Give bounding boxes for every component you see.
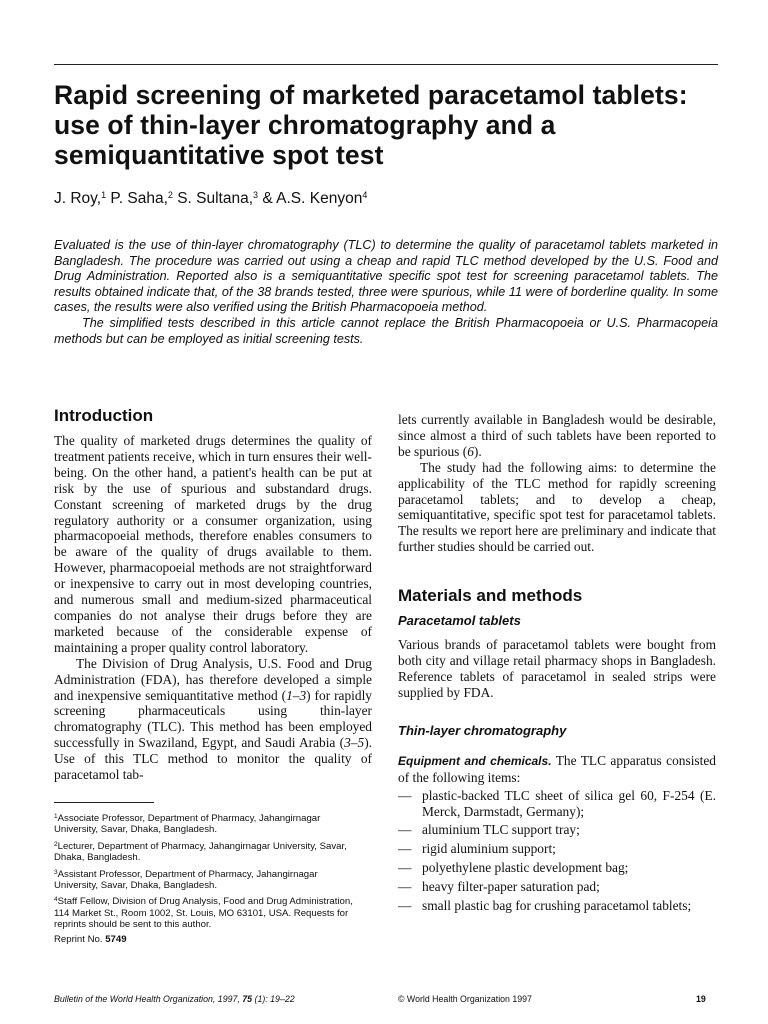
- footnote: [54, 839, 354, 864]
- footnote-mark: 1: [54, 813, 58, 820]
- affiliation-mark: 2: [167, 190, 173, 200]
- footnote-text: Staff Fellow, Division of Drug Analysis, Food and Drug Administration, 114 Market St., Room 1002, St. Louis, MO 63101, USA. Requests for reprints should be sent to this author.: [54, 896, 353, 931]
- list-item: — polyethylene plastic development bag;: [398, 860, 716, 876]
- abstract: [54, 238, 718, 347]
- methods-paragraph: [398, 753, 716, 786]
- footnote-text: Assistant Professor, Department of Pharmacy, Jahangirnagar University, Savar, Dhaka, Bangladesh.: [54, 868, 318, 892]
- text-run: ). Use of this TLC method to monitor the quality of paracetamol tab-: [54, 735, 372, 783]
- footnote: [54, 894, 354, 930]
- footnote-mark: 3: [54, 868, 58, 876]
- journal-citation: [54, 994, 295, 1004]
- footnote-mark: 4: [54, 896, 58, 904]
- article-title: Rapid screening of marketed paracetamol tablets: use of thin-layer chromatography and a semiquantitative spot test: [54, 80, 688, 170]
- citation-ref: 6: [467, 443, 474, 459]
- author-name: S. Sultana,: [172, 190, 254, 207]
- abstract-paragraph: Evaluated is the use of thin-layer chromatography (TLC) to determine the quality of paracetamol tablets marketed in Bangladesh. The procedure was carried out using a cheap and rapid TLC method developed by the U.S. Food and Drug Administration. Reported also is a semiquantitative specific spot test for screening paracetamol tablets. The results obtained indicate that, of the 38 brands tested, three were spurious, while 11 were of borderline quality. In some cases, the results were also verified using the British Pharmacopoeia method.: [54, 238, 718, 315]
- abstract-paragraph: The simplified tests described in this article cannot replace the British Pharmacopoeia or U.S. Pharmacopeia methods but can be employed as initial screening tests.: [54, 315, 718, 346]
- text-run: (1): 19–22: [252, 994, 295, 1004]
- text-run: The Division of Drug Analysis, U.S. Food and Drug Administration (FDA), has therefore developed a simple and inexpensive semiquantitative method (: [54, 655, 372, 703]
- volume-number: 75: [242, 994, 253, 1004]
- affiliation-mark: 3: [253, 190, 259, 200]
- footnote-mark: 2: [54, 840, 58, 848]
- footnote-text: Lecturer, Department of Pharmacy, Jahangirnagar University, Savar, Dhaka, Bangladesh.: [54, 840, 347, 864]
- footnote: [54, 867, 354, 892]
- citation-ref: 3–5: [344, 735, 365, 751]
- reprint-label: Reprint No.: [54, 933, 106, 945]
- intro-paragraph: [54, 656, 372, 783]
- intro-paragraph: The study had the following aims: to determine the applicability of the TLC method for rapidly screening paracetamol tablets; and to develop a cheap, semiquantitative, specific spot test for paracetamol tablets. The results we report here are preliminary and indicate that further studies should be carried out.: [398, 459, 716, 555]
- author-list: [54, 185, 718, 209]
- journal-name: Bulletin of the World Health Organization: [54, 994, 213, 1004]
- methods-paragraph: Various brands of paracetamol tablets were bought from both city and village retail pharmacy shops in Bangladesh. Reference tablets of paracetamol in sealed strips were supplied by FDA.: [398, 637, 716, 700]
- inline-heading: Equipment and chemicals.: [398, 753, 552, 768]
- citation-ref: 1–3: [286, 687, 307, 703]
- footnote-rule: [54, 802, 154, 803]
- list-item: — heavy filter-paper saturation pad;: [398, 879, 716, 895]
- left-column: [54, 405, 372, 783]
- footnote-text: Associate Professor, Department of Pharmacy, Jahangirnagar University, Savar, Dhaka, Bangladesh.: [54, 813, 321, 836]
- right-column: [398, 412, 716, 917]
- author-name: J. Roy,: [54, 190, 102, 207]
- text-run: The TLC apparatus consisted of the following items:: [398, 752, 716, 785]
- footnote: [54, 811, 354, 836]
- reprint-number: [54, 934, 354, 945]
- list-item: — aluminium TLC support tray;: [398, 822, 716, 838]
- copyright: © World Health Organization 1997: [398, 994, 532, 1004]
- section-heading-introduction: Introduction: [54, 406, 154, 425]
- intro-paragraph-continued: lets currently available in Bangladesh would be desirable, since almost a third of such tablets have been reported to be spurious (6).: [398, 412, 716, 459]
- subsection-heading: Thin-layer chromatography: [398, 722, 567, 738]
- list-item: — plastic-backed TLC sheet of silica gel 60, F-254 (E. Merck, Darmstadt, Germany);: [398, 788, 716, 820]
- affiliation-mark: 4: [362, 190, 368, 200]
- author-name: P. Saha,: [106, 190, 168, 207]
- subsection-heading: Paracetamol tablets: [398, 613, 521, 629]
- list-item: — rigid aluminium support;: [398, 841, 716, 857]
- affiliation-mark: 1: [101, 190, 107, 200]
- equipment-list: [398, 788, 716, 914]
- author-name: & A.S. Kenyon: [258, 190, 363, 207]
- text-run: ) for rapidly screening pharmaceuticals using thin-layer chromatography (TLC). This method has been employed successfully in Swaziland, Egypt, and Saudi Arabia (: [54, 687, 372, 751]
- footnotes: [54, 811, 354, 948]
- list-item: — small plastic bag for crushing paracetamol tablets;: [398, 898, 716, 914]
- section-heading-methods: Materials and methods: [398, 586, 583, 606]
- top-rule: [54, 64, 718, 65]
- intro-paragraph: The quality of marketed drugs determines the quality of treatment patients receive, which in turn ensures their well-being. On the other hand, a patient's health can be put at risk by the use of spurious and substandard drugs. Constant screening of marketed drugs by the drug regulatory authority or a consumer organization, using pharmacopoeial methods, therefore enables consumers to be aware of the quality of drugs available to them. However, pharmacopoeial methods are not straightforward or inexpensive to carry out in most developing countries, and numerous small and medium-sized pharmaceutical companies do not analyse their drugs before they are marketed because of the considerable expense of maintaining a proper quality control laboratory.: [54, 433, 372, 655]
- page-number: 19: [696, 994, 706, 1004]
- reprint-value: 5749: [105, 933, 127, 945]
- text-run: , 1997,: [212, 994, 243, 1004]
